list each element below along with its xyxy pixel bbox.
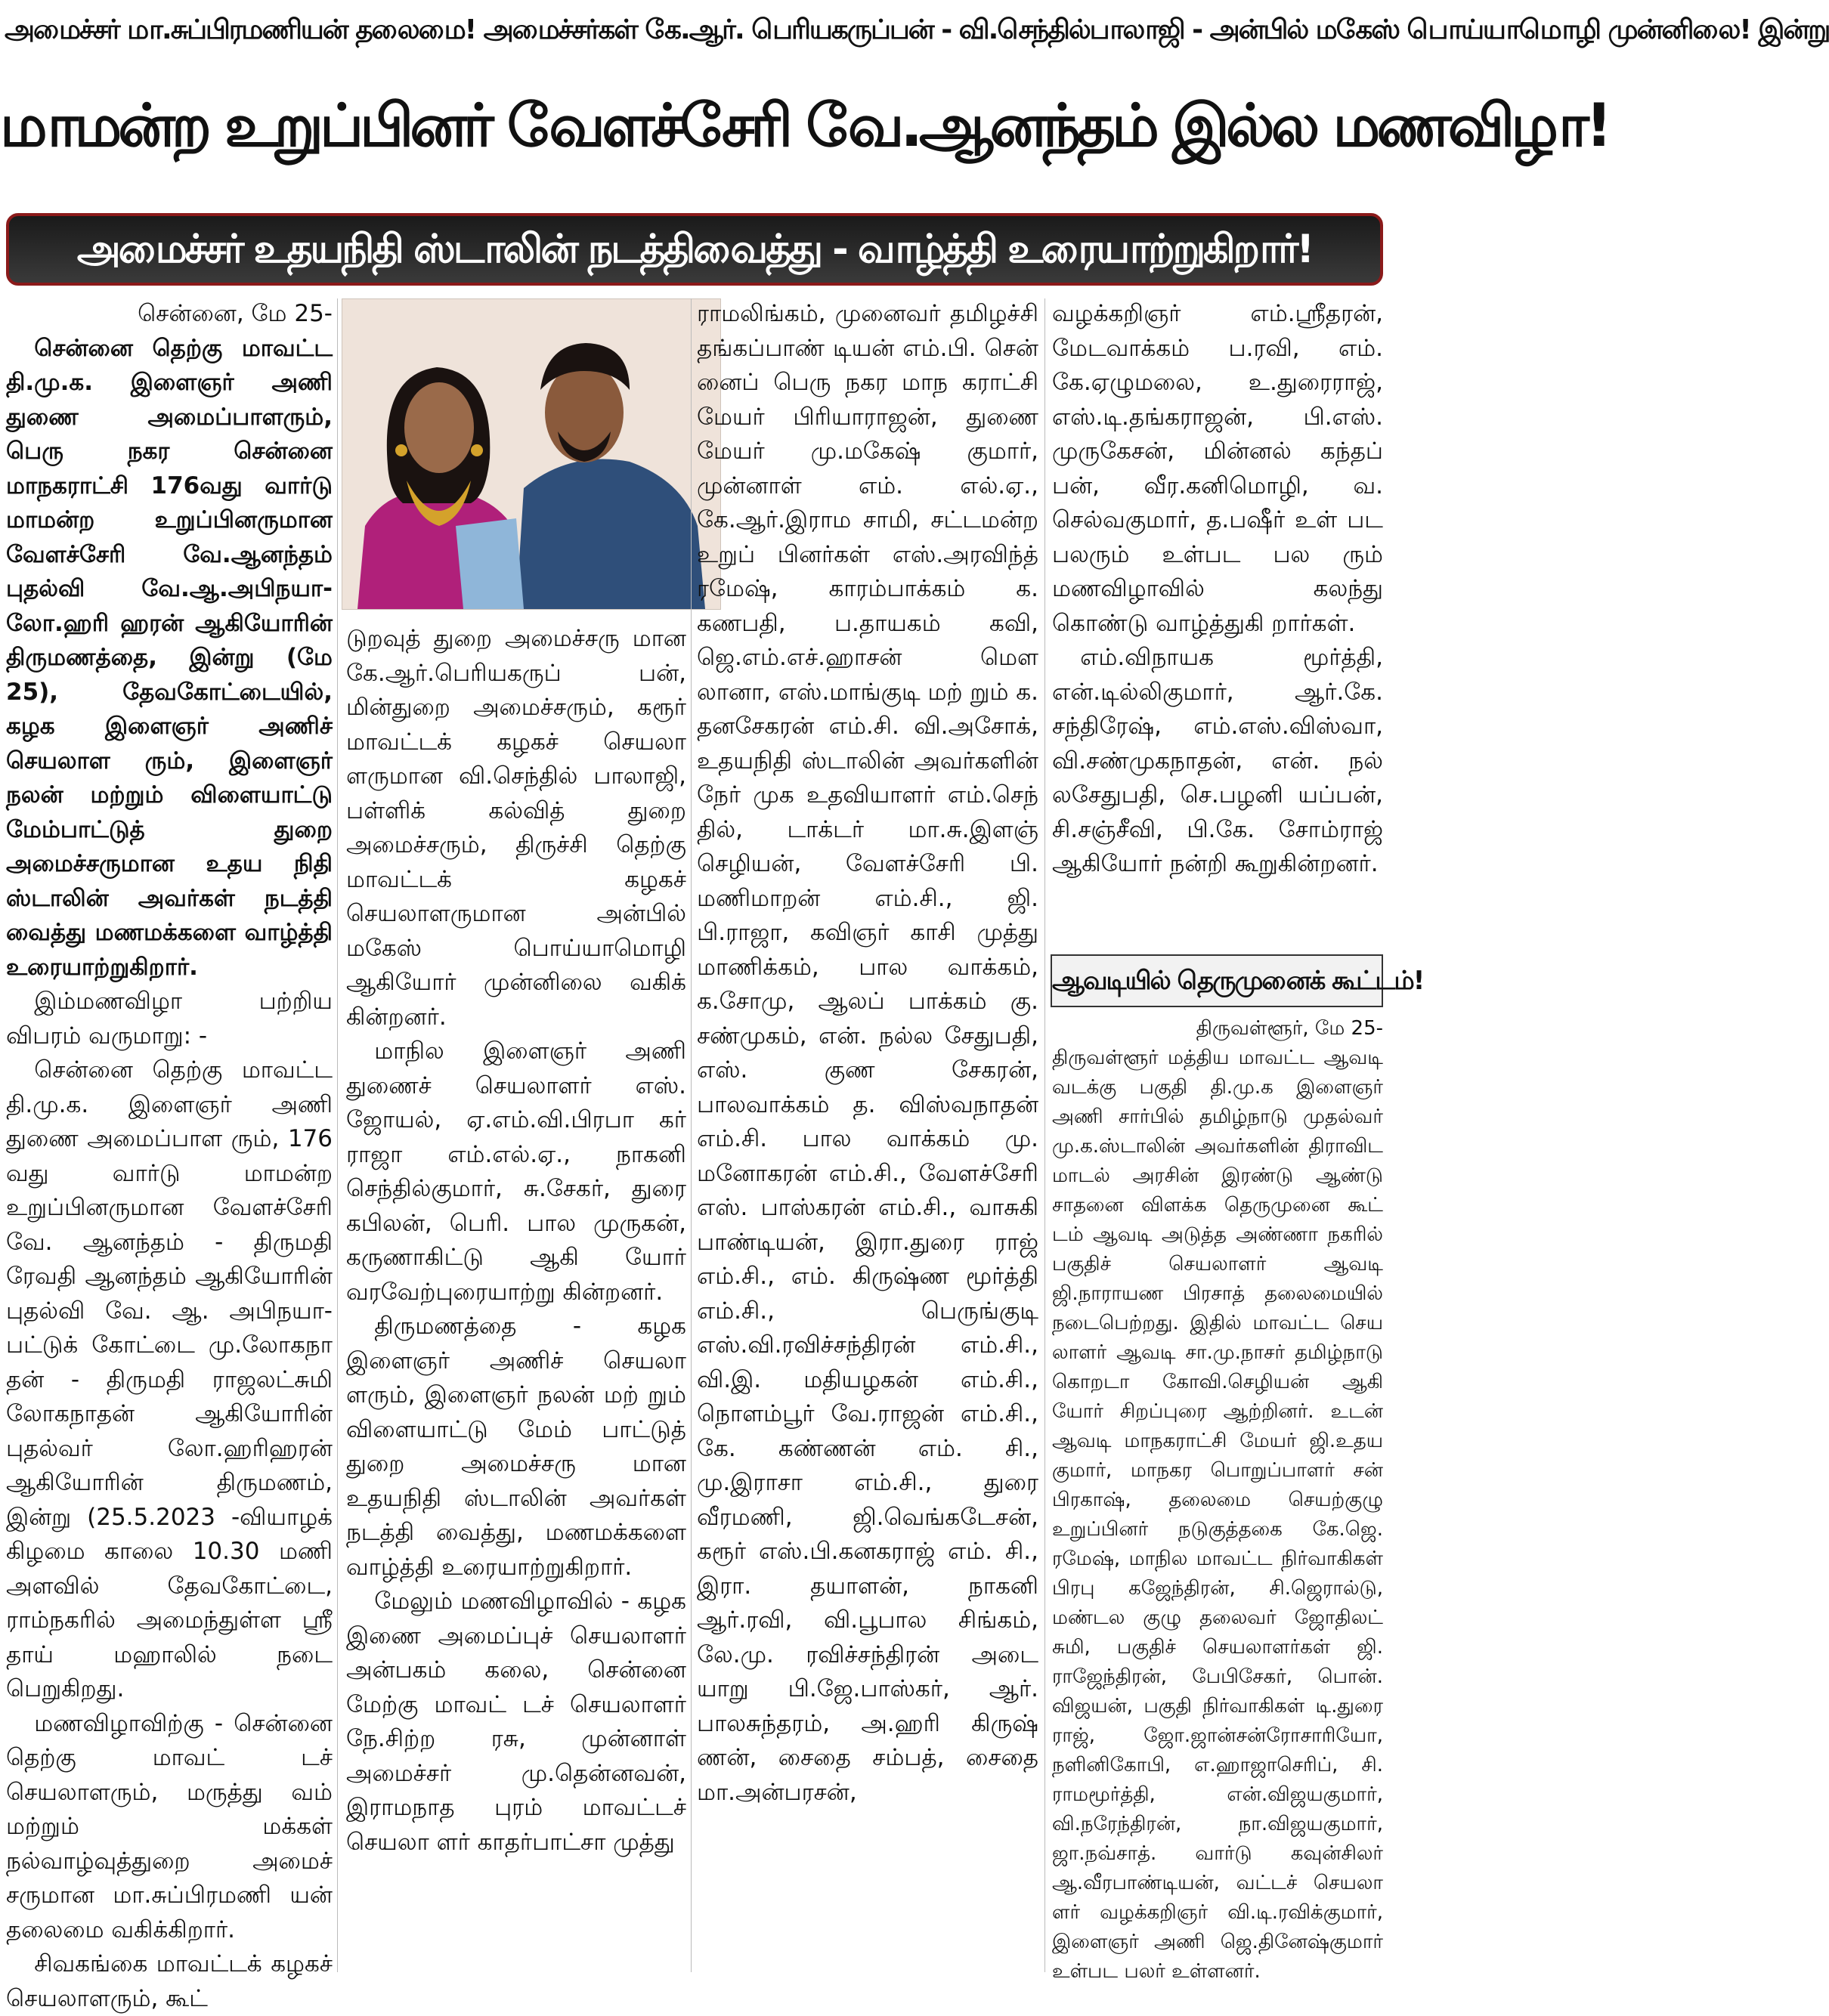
article-column-2 xyxy=(346,622,686,1971)
article-column-3 xyxy=(697,297,1038,1971)
article-column-4 xyxy=(1052,297,1383,947)
article-paragraph: மேலும் மணவிழாவில் - கழக இணை அமைப்புச் செயலாளர் அன்பகம் கலை, சென்னை மேற்கு மாவட் டச் செயலாளர் நே.சிற்ற ரசு, முன்னாள் அமைச்சர் மு.தென்னவன், இராமநாத புரம் மாவட்டச் செயலா ளர் காதர்பாட்சா முத்து xyxy=(346,1588,686,1856)
article-paragraph: வழக்கறிஞர் எம்.ஸ்ரீதரன், மேடவாக்கம் ப.ரவி, எம். கே.ஏழுமலை, உ.துரைராஜ், எஸ்.டி.தங்கராஜன், பி.எஸ். முருகேசன், மின்னல் கந்தப் பன், வீர.கனிமொழி, வ. செல்வகுமார், த.பஷீர் உள் பட பலரும் உள்பட பல ரும் மணவிழாவில் கலந்து கொண்டு வாழ்த்துகி றார்கள். xyxy=(1052,300,1383,637)
article-paragraph: சிவகங்கை மாவட்டக் கழகச் செயலாளரும், கூட் xyxy=(6,1950,333,2012)
sidebox-title: ஆவடியில் தெருமுனைக் கூட்டம்! xyxy=(1051,954,1383,1007)
subheadline-banner: அமைச்சர் உதயநிதி ஸ்டாலின் நடத்திவைத்து - வாழ்த்தி உரையாற்றுகிறார்! xyxy=(6,213,1383,286)
article-paragraph: சென்னை தெற்கு மாவட்ட தி.மு.க. இளைஞர் அணி துணை அமைப்பாள ரும், 176 வது வார்டு மாமன்ற உறுப்பினருமான வேளச்சேரி வே. ஆனந்தம் - திருமதி ரேவதி ஆனந்தம் ஆகியோரின் புதல்வி வே. ஆ. அபிநயா-பட்டுக் கோட்டை மு.லோகநா தன் - திருமதி ராஜலட்சுமி லோகநாதன் ஆகியோரின் புதல்வர் லோ.ஹரிஹரன் ஆகியோரின் திருமணம், இன்று (25.5.2023 -வியாழக் கிழமை காலை 10.30 மணி அளவில் தேவகோட்டை, ராம்நகரில் அமைந்துள்ள ஸ்ரீ தாய் மஹாலில் நடை பெறுகிறது. xyxy=(6,1056,333,1702)
couple-photo-illustration xyxy=(342,299,720,609)
article-lead: சென்னை தெற்கு மாவட்ட தி.மு.க. இளைஞர் அணி துணை அமைப்பாளரும், பெரு நகர சென்னை மாநகராட்சி 176வது வார்டு மாமன்ற உறுப்பினருமான வேளச்சேரி வே.ஆனந்தம் புதல்வி வே.ஆ.அபிநயா-லோ.ஹரி ஹரன் ஆகியோரின் திருமணத்தை, இன்று (மே 25), தேவகோட்டையில், கழக இளைஞர் அணிச் செயலாள ரும், இளைஞர் நலன் மற்றும் விளையாட்டு மேம்பாட்டுத் துறை அமைச்சருமான உதய நிதி ஸ்டாலின் அவர்கள் நடத்தி வைத்து மணமக்களை வாழ்த்தி உரையாற்றுகிறார். xyxy=(6,334,333,981)
sidebox-body: திருவள்ளூர் மத்திய மாவட்ட ஆவடி வடக்கு பகுதி தி.மு.க இளைஞர் அணி சார்பில் தமிழ்நாடு முதல்வர் மு.க.ஸ்டாலின் அவர்களின் திராவிட மாடல் அரசின் இரண்டு ஆண்டு சாதனை விளக்க தெருமுனை கூட் டம் ஆவடி அடுத்த அண்ணா நகரில் பகுதிச் செயலாளர் ஆவடி ஜி.நாராயண பிரசாத் தலைமையில் நடைபெற்றது. இதில் மாவட்ட செய லாளர் ஆவடி சா.மு.நாசர் தமிழ்நாடு கொறடா கோவி.செழியன் ஆகி யோர் சிறப்புரை ஆற்றினர். உடன் ஆவடி மாநகராட்சி மேயர் ஜி.உதய குமார், மாநகர பொறுப்பாளர் சன் பிரகாஷ், தலைமை செயற்குழு உறுப்பினர் நடுகுத்தகை கே.ஜெ. ரமேஷ், மாநில மாவட்ட நிர்வாகிகள் பிரபு கஜேந்திரன், சி.ஜெரால்டு, மண்டல குழு தலைவர் ஜோதிலட் சுமி, பகுதிச் செயலாளர்கள் ஜி. ராஜேந்திரன், பேபிசேகர், பொன். விஜயன், பகுதி நிர்வாகிகள் டி.துரை ராஜ், ஜோ.ஜான்சன்ரோசாரியோ, நளினிகோபி, எ.ஹாஜாசெரிப், சி. ராமமூர்த்தி, என்.விஜயகுமார், வி.நரேந்திரன், நா.விஜயகுமார், ஜா.நவ்சாத். வார்டு கவுன்சிலர் ஆ.வீரபாண்டியன், வட்டச் செயலா ளர் வழக்கறிஞர் வி.டி.ரவிக்குமார், இளைஞர் அணி ஜெ.தினேஷ்குமார் உள்பட பலர் உள்ளனர். xyxy=(1052,1047,1383,1983)
article-paragraph: டுறவுத் துறை அமைச்சரு மான கே.ஆர்.பெரியகருப் பன், மின்துறை அமைச்சரும், கரூர் மாவட்டக் கழகச் செயலா ளருமான வி.செந்தில் பாலாஜி, பள்ளிக் கல்வித் துறை அமைச்சரும், திருச்சி தெற்கு மாவட்டக் கழகச் செயலாளருமான அன்பில் மகேஸ் பொய்யாமொழி ஆகியோர் முன்னிலை வகிக் கின்றனர். xyxy=(346,625,686,1031)
couple-photo xyxy=(342,298,721,610)
article-paragraph: மாநில இளைஞர் அணி துணைச் செயலாளர் எஸ். ஜோயல், ஏ.எம்.வி.பிரபா கர் ராஜா எம்.எல்.ஏ., நாகனி செந்தில்குமார், சு.சேகர், துரை கபிலன், பெரி. பால முருகன், கருணாகிட்டு ஆகி யோர் வரவேற்புரையாற்று கின்றனர். xyxy=(346,1037,686,1306)
sidebox-story xyxy=(1052,1014,1383,1983)
article-paragraph: எம்.விநாயக மூர்த்தி, என்.டில்லிகுமார், ஆர்.கே. சந்திரேஷ், எம்.எஸ்.விஸ்வா, வி.சண்முகநாதன், என். நல் லசேதுபதி, செ.பழனி யப்பன், சி.சஞ்சீவி, பி.கே. சோம்ராஜ் ஆகியோர் நன்றி கூறுகின்றனர். xyxy=(1052,644,1383,877)
column-rule xyxy=(1044,298,1045,1972)
kicker-line: அமைச்சர் மா.சுப்பிரமணியன் தலைமை! அமைச்சர்கள் கே.ஆர். பெரியகருப்பன் - வி.செந்தில்பாலாஜி - அன்பில் மகேஸ் பொய்யாமொழி முன்னிலை! இன்று xyxy=(5,14,1829,45)
article-dateline: சென்னை, மே 25- xyxy=(138,300,333,327)
column-rule xyxy=(691,298,692,1972)
article-paragraph: மணவிழாவிற்கு - சென்னை தெற்கு மாவட் டச் செயலாளரும், மருத்து வம் மற்றும் மக்கள் நல்வாழ்வுத்துறை அமைச் சருமான மா.சுப்பிரமணி யன் தலைமை வகிக்கிறார். xyxy=(6,1709,333,1943)
article-paragraph: இம்மணவிழா பற்றிய விபரம் வருமாறு: - xyxy=(6,988,333,1050)
column-rule xyxy=(337,298,338,1972)
article-column-1 xyxy=(6,297,333,2012)
sidebox-dateline: திருவள்ளூர், மே 25- xyxy=(1196,1017,1383,1040)
article-paragraph: திருமணத்தை - கழக இளைஞர் அணிச் செயலா ளரும், இளைஞர் நலன் மற் றும் விளையாட்டு மேம் பாட்டுத் துறை அமைச்சரு மான உதயநிதி ஸ்டாலின் அவர்கள் நடத்தி வைத்து, மணமக்களை வாழ்த்தி உரையாற்றுகிறார். xyxy=(346,1313,686,1581)
headline: மாமன்ற உறுப்பினர் வேளச்சேரி வே.ஆனந்தம் இல்ல மணவிழா! xyxy=(0,92,1609,160)
article-paragraph: ராமலிங்கம், முனைவர் தமிழச்சி தங்கப்பாண் டியன் எம்.பி. சென் னைப் பெரு நகர மாந கராட்சி மேயர் பிரியாராஜன், துணை மேயர் மு.மகேஷ் குமார், முன்னாள் எம். எல்.ஏ., கே.ஆர்.இராம சாமி, சட்டமன்ற உறுப் பினர்கள் எஸ்.அரவிந்த் ரமேஷ், காரம்பாக்கம் க. கணபதி, ப.தாயகம் கவி, ஜெ.எம்.எச்.ஹாசன் மௌ லானா, எஸ்.மாங்குடி மற் றும் க. தனசேகரன் எம்.சி. வி.அசோக், உதயநிதி ஸ்டாலின் அவர்களின் நேர் முக உதவியாளர் எம்.செந் தில், டாக்டர் மா.சு.இளஞ் செழியன், வேளச்சேரி பி. மணிமாறன் எம்.சி., ஜி. பி.ராஜா, கவிஞர் காசி முத்து மாணிக்கம், பால வாக்கம், க.சோமு, ஆலப் பாக்கம் கு. சண்முகம், என். நல்ல சேதுபதி, எஸ். குண சேகரன், பாலவாக்கம் த. விஸ்வநாதன் எம்.சி. பால வாக்கம் மு. மனோகரன் எம்.சி., வேளச்சேரி எஸ். பாஸ்கரன் எம்.சி., வாசுகி பாண்டியன், இரா.துரை ராஜ் எம்.சி., எம். கிருஷ்ண மூர்த்தி எம்.சி., பெருங்குடி எஸ்.வி.ரவிச்சந்திரன் எம்.சி., வி.இ. மதியழகன் எம்.சி., நொளம்பூர் வே.ராஜன் எம்.சி., கே. கண்ணன் எம். சி., மு.இராசா எம்.சி., துரை வீரமணி, ஜி.வெங்கடேசன், கரூர் எஸ்.பி.கனகராஜ் எம். சி., இரா. தயாளன், நாகனி ஆர்.ரவி, வி.பூபால சிங்கம், லே.மு. ரவிச்சந்திரன் அடை யாறு பி.ஜே.பாஸ்கர், ஆர். பாலசுந்தரம், அ.ஹரி கிருஷ் ணன், சைதை சம்பத், சைதை மா.அன்பரசன், xyxy=(697,300,1038,1806)
